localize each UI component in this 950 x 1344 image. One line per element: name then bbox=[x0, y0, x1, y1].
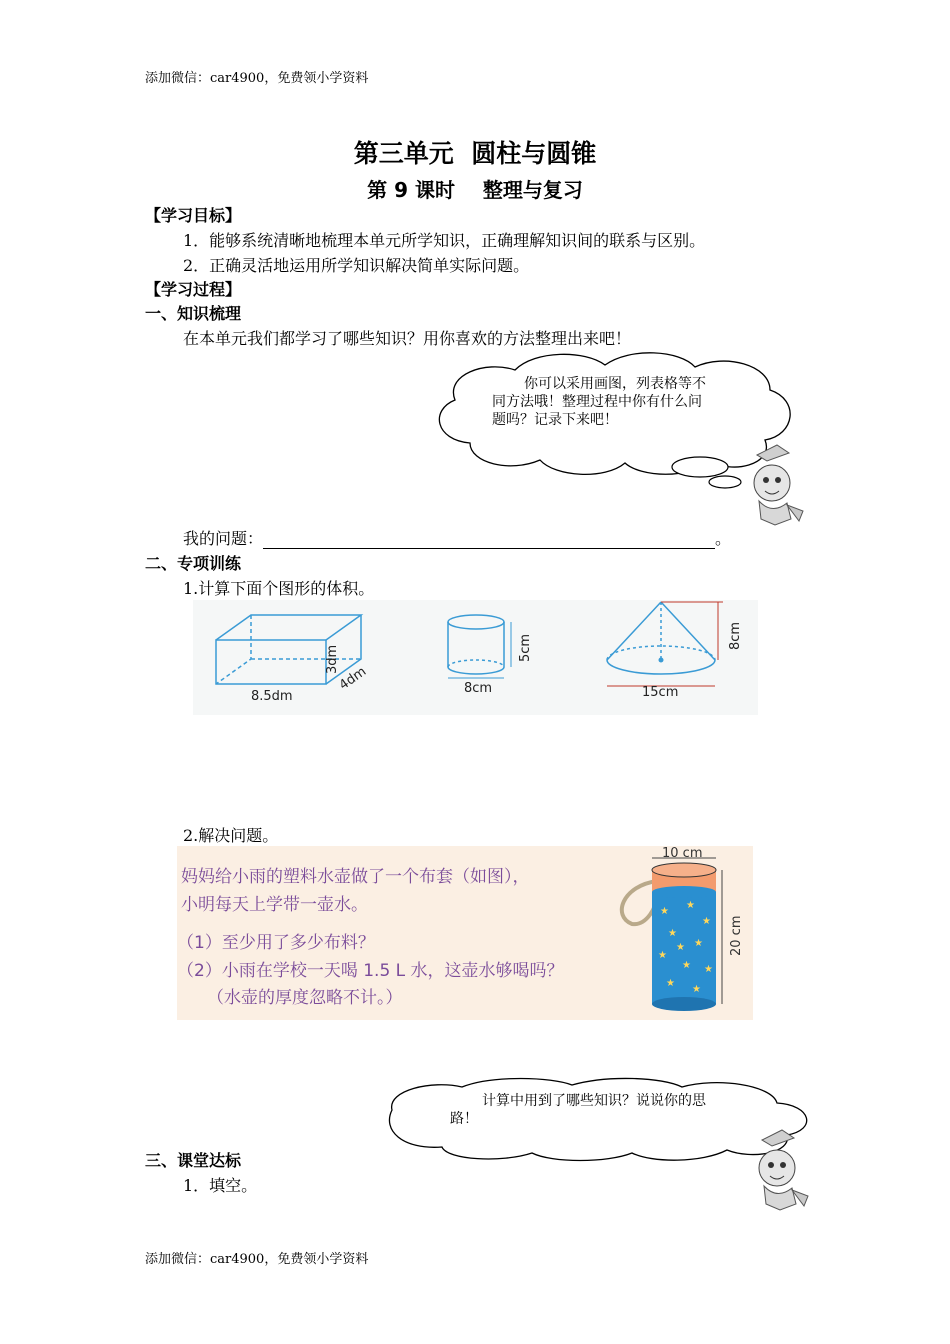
cylinder-diameter-label: 8cm bbox=[464, 681, 493, 696]
unit-title: 第三单元 圆柱与圆锥 bbox=[353, 139, 597, 168]
solids-figure-panel bbox=[193, 600, 758, 715]
section3-heading: 三、课堂达标 bbox=[145, 1151, 242, 1170]
section1-prompt: 在本单元我们都学习了哪些知识？用你喜欢的方法整理出来吧！ bbox=[183, 329, 632, 348]
cuboid-length-label: 8.5dm bbox=[251, 689, 293, 704]
my-question-label: 我的问题： bbox=[183, 529, 264, 548]
section2-q1: 1.计算下面个图形的体积。 bbox=[183, 579, 375, 598]
cylinder-top bbox=[448, 615, 504, 629]
svg-text:★: ★ bbox=[668, 928, 677, 939]
thought-cloud-1 bbox=[425, 345, 825, 530]
svg-text:★: ★ bbox=[702, 916, 711, 927]
my-question-blank[interactable] bbox=[263, 530, 715, 549]
solids-figure bbox=[193, 600, 758, 715]
svg-text:★: ★ bbox=[704, 964, 713, 975]
bottle-diameter-label: 10 cm bbox=[662, 846, 703, 861]
svg-text:★: ★ bbox=[660, 906, 669, 917]
goal-item-1: 1．能够系统清晰地梳理本单元所学知识，正确理解知识间的联系与区别。 bbox=[183, 231, 706, 250]
cloud-2-text: 计算中用到了哪些知识？说说你的思路！ bbox=[450, 1093, 706, 1127]
cuboid-width-label: 4dm bbox=[336, 664, 370, 694]
water-bottle-figure bbox=[612, 846, 752, 1020]
problem-line-5: （水壶的厚度忽略不计。） bbox=[207, 988, 403, 1008]
svg-text:★: ★ bbox=[682, 960, 691, 971]
svg-text:★: ★ bbox=[658, 950, 667, 961]
svg-text:★: ★ bbox=[692, 984, 701, 995]
cloud-1-text: 你可以采用画图，列表格等不同方法哦！整理过程中你有什么问题吗？记录下来吧！ bbox=[492, 376, 706, 428]
svg-text:★: ★ bbox=[686, 900, 695, 911]
svg-text:★: ★ bbox=[694, 938, 703, 949]
cylinder-height-label: 5cm bbox=[518, 633, 533, 662]
goals-heading: 【学习目标】 bbox=[145, 206, 242, 225]
section3-q1: 1．填空。 bbox=[183, 1176, 258, 1195]
problem-line-1: 妈妈给小雨的塑料水壶做了一个布套（如图）， bbox=[181, 867, 530, 887]
svg-text:★: ★ bbox=[666, 978, 675, 989]
cuboid-front bbox=[216, 640, 326, 684]
lesson-title: 第 9 课时 整理与复习 bbox=[367, 178, 583, 202]
my-question-row bbox=[183, 526, 731, 549]
cone-diameter-label: 15cm bbox=[642, 685, 679, 700]
section1-heading: 一、知识梳理 bbox=[145, 304, 242, 323]
bottle-height-label: 20 cm bbox=[729, 915, 744, 956]
section2-heading: 二、专项训练 bbox=[145, 554, 242, 573]
header-note: 添加微信：car4900，免费领小学资料 bbox=[145, 71, 369, 86]
problem-line-3: （1）至少用了多少布料？ bbox=[177, 933, 375, 953]
section2-q2: 2.解决问题。 bbox=[183, 826, 279, 845]
word-problem-panel bbox=[177, 846, 753, 1020]
cone-height-label: 8cm bbox=[728, 621, 743, 650]
problem-line-2: 小明每天上学带一壶水。 bbox=[181, 895, 368, 915]
footer-note: 添加微信：car4900，免费领小学资料 bbox=[145, 1252, 369, 1267]
goal-item-2: 2．正确灵活地运用所学知识解决简单实际问题。 bbox=[183, 256, 530, 275]
problem-line-4: （2）小雨在学校一天喝 1.5 L 水，这壶水够喝吗？ bbox=[177, 961, 564, 981]
cuboid-height-label: 3dm bbox=[325, 644, 340, 674]
cuboid-top bbox=[216, 615, 361, 640]
svg-text:★: ★ bbox=[676, 942, 685, 953]
my-question-end: 。 bbox=[715, 529, 732, 548]
process-heading: 【学习过程】 bbox=[145, 280, 242, 299]
cylinder-bottom bbox=[448, 667, 504, 674]
cone-height-line bbox=[661, 602, 723, 660]
